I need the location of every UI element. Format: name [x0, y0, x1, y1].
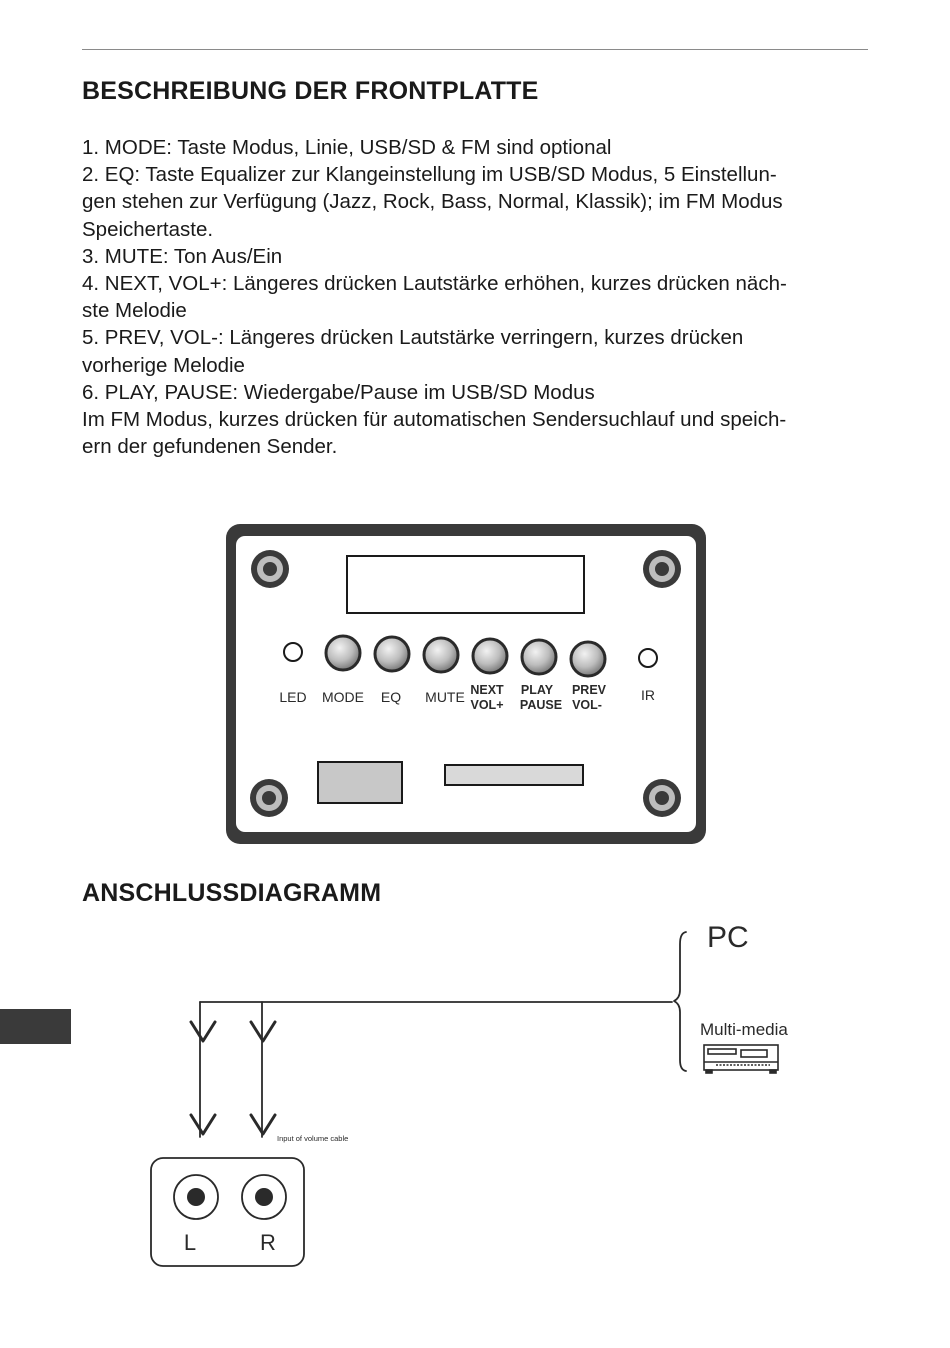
desc-line: 3. MUTE: Ton Aus/Ein — [82, 244, 283, 268]
left-channel-label: L — [183, 1230, 197, 1255]
prev-label: PREV — [571, 683, 607, 697]
section-title-connection: ANSCHLUSSDIAGRAMM — [82, 879, 382, 907]
led-label: LED — [279, 689, 307, 705]
desc-line: gen stehen zur Verfügung (Jazz, Rock, Bass, Normal, Klassik); im FM Modus — [82, 190, 783, 214]
section-title-frontpanel: BESCHREIBUNG DER FRONTPLATTE — [82, 77, 539, 105]
desc-line: 6. PLAY, PAUSE: Wiedergabe/Pause im USB/SD Modus — [82, 380, 595, 404]
eq-label: EQ — [380, 689, 402, 705]
arrow-down-icon — [191, 1115, 215, 1134]
cable-note: Input of volume cable — [277, 1134, 349, 1143]
rca-jack-right-icon — [242, 1175, 286, 1219]
ir-label: IR — [641, 687, 655, 703]
vol-up-label: VOL+ — [470, 698, 504, 712]
rca-jack-left-icon — [174, 1175, 218, 1219]
desc-line: ste Melodie — [82, 299, 187, 323]
mute-label: MUTE — [425, 689, 465, 705]
desc-line: ern der gefundenen Sender. — [82, 435, 338, 459]
multimedia-label: Multi-media — [700, 1020, 788, 1039]
play-label: PLAY — [520, 683, 554, 697]
desc-line: 1. MODE: Taste Modus, Linie, USB/SD & FM sind optional — [82, 136, 612, 159]
pc-label: PC — [707, 921, 749, 954]
multimedia-device-icon — [704, 1045, 778, 1073]
pause-label: PAUSE — [519, 698, 563, 712]
arrow-down-icon — [191, 1022, 215, 1041]
vol-down-label: VOL- — [572, 698, 602, 712]
desc-line: Speichertaste. — [82, 217, 214, 241]
mode-label: MODE — [322, 689, 364, 705]
arrow-down-icon — [251, 1022, 275, 1041]
desc-line: 5. PREV, VOL-: Längeres drücken Lautstärke verringern, kurzes drücken — [82, 326, 744, 350]
brace-icon — [674, 932, 686, 1071]
desc-line: vorherige Melodie — [82, 353, 245, 377]
desc-line: 4. NEXT, VOL+: Längeres drücken Lautstärke erhöhen, kurzes drücken näch- — [82, 272, 787, 296]
desc-line: Im FM Modus, kurzes drücken für automatischen Sendersuchlauf und speich- — [82, 408, 787, 432]
desc-line: 2. EQ: Taste Equalizer zur Klangeinstellung im USB/SD Modus, 5 Einstellun- — [82, 163, 777, 187]
arrow-down-icon — [251, 1115, 275, 1134]
right-channel-label: R — [260, 1230, 276, 1255]
next-label: NEXT — [470, 683, 504, 697]
